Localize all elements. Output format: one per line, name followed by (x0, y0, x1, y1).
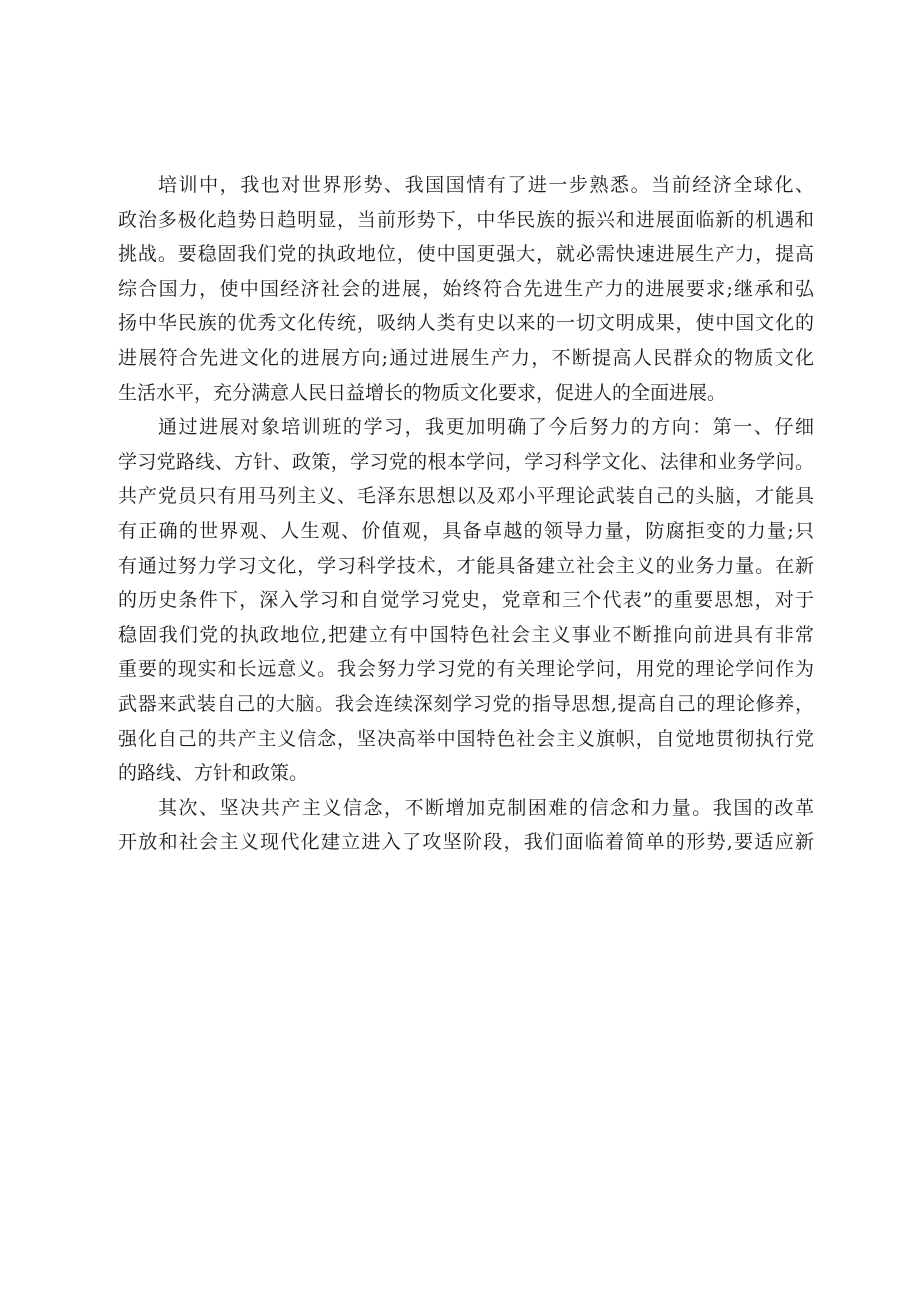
text-line: 政治多极化趋势日趋明显，当前形势下，中华民族的振兴和进展面临新的机遇和 (118, 208, 814, 231)
paragraph-3 (118, 791, 814, 860)
text-line: 有通过努力学习文化，学习科学技术，才能具备建立社会主义的业务力量。在新 (118, 554, 814, 577)
text-line: 挑战。要稳固我们党的执政地位，使中国更强大，就必需快速进展生产力，提高 (118, 243, 814, 266)
text-line: 生活水平，充分满意人民日益增长的物质文化要求，促进人的全面进展。 (118, 381, 727, 404)
text-line: 重要的现实和长远意义。我会努力学习党的有关理论学问，用党的理论学问作为 (118, 658, 814, 681)
text-line: 开放和社会主义现代化建立进入了攻坚阶段，我们面临着简单的形势,要适应新 (118, 831, 814, 854)
text-line: 有正确的世界观、人生观、价值观，具备卓越的领导力量，防腐拒变的力量;只 (118, 519, 814, 542)
text-line: 武器来武装自己的大脑。我会连续深刻学习党的指导思想,提高自己的理论修养， (118, 692, 814, 715)
text-line: 通过进展对象培训班的学习，我更加明确了今后努力的方向：第一、仔细 (158, 416, 814, 439)
text-line: 综合国力，使中国经济社会的进展，始终符合先进生产力的进展要求;继承和弘 (118, 277, 814, 300)
text-line: 稳固我们党的执政地位,把建立有中国特色社会主义事业不断推向前进具有非常 (118, 623, 814, 646)
text-line: 其次、坚决共产主义信念，不断增加克制困难的信念和力量。我国的改革 (158, 796, 814, 819)
text-line: 的历史条件下，深入学习和自觉学习党史，党章和三个代表”的重要思想，对于 (118, 589, 814, 612)
paragraph-2 (118, 410, 814, 791)
paragraph-1 (118, 168, 814, 410)
text-line: 的路线、方针和政策。 (118, 762, 309, 785)
text-line: 进展符合先进文化的进展方向;通过进展生产力，不断提高人民群众的物质文化 (118, 346, 814, 369)
text-line: 扬中华民族的优秀文化传统，吸纳人类有史以来的一切文明成果，使中国文化的 (118, 312, 814, 335)
document-body (118, 168, 814, 860)
text-line: 共产党员只有用马列主义、毛泽东思想以及邓小平理论武装自己的头脑，才能具 (118, 485, 814, 508)
text-line: 培训中，我也对世界形势、我国国情有了进一步熟悉。当前经济全球化、 (158, 174, 814, 196)
text-line: 学习党路线、方针、政策，学习党的根本学问，学习科学文化、法律和业务学问。 (118, 450, 814, 473)
text-line: 强化自己的共产主义信念，坚决高举中国特色社会主义旗帜，自觉地贯彻执行党 (118, 727, 814, 750)
